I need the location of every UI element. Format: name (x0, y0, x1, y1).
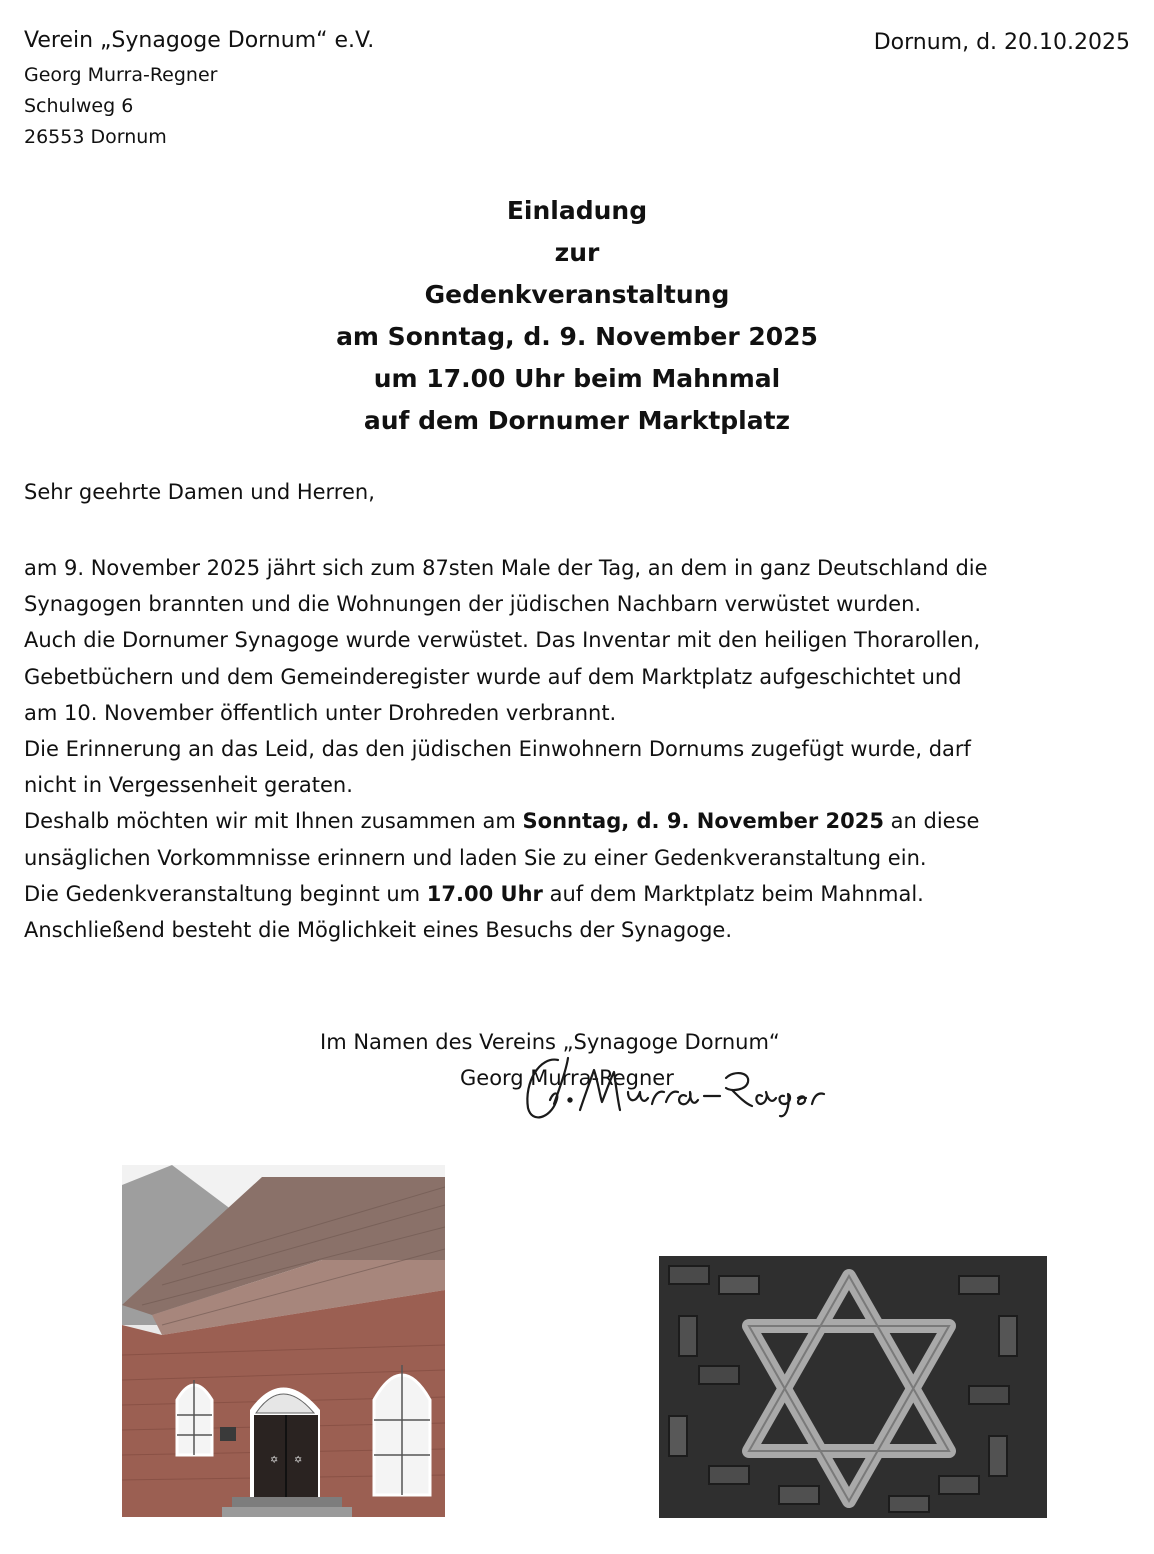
synagogue-building-image (122, 1165, 445, 1517)
event-date-bold: Sonntag, d. 9. November 2025 (522, 809, 884, 834)
sender-street: Schulweg 6 (24, 95, 134, 117)
body-line: Auch die Dornumer Synagoge wurde verwüstet. Das Inventar mit den heiligen Thorarollen, (24, 628, 981, 653)
synagogue-photo (122, 1165, 445, 1517)
event-time-bold: 17.00 Uhr (426, 881, 543, 906)
handwritten-signature (510, 1052, 830, 1136)
memorial-star-photo (659, 1256, 1047, 1518)
svg-text:✡: ✡ (270, 1455, 279, 1466)
title-line: um 17.00 Uhr beim Mahnmal (373, 364, 781, 393)
star-of-david-pavement-image (659, 1256, 1047, 1518)
invitation-title (0, 190, 1154, 442)
svg-text:✡: ✡ (294, 1455, 303, 1466)
title-line: Gedenkveranstaltung (424, 280, 730, 309)
closing-name: Georg Murra-Regner (460, 1066, 674, 1090)
body-line: Die Erinnerung an das Leid, das den jüdischen Einwohnern Dornums zugefügt wurde, darf (24, 737, 971, 762)
body-text: an diese (883, 809, 980, 834)
sender-city: 26553 Dornum (24, 126, 167, 148)
body-line: unsäglichen Vorkommnisse erinnern und laden Sie zu einer Gedenkveranstaltung ein. (24, 845, 927, 870)
sender-block (24, 30, 374, 159)
sender-name: Georg Murra-Regner (24, 64, 218, 86)
body-line: Gebetbüchern und dem Gemeinderegister wurde auf dem Marktplatz aufgeschichtet und (24, 664, 962, 689)
body-line: Anschließend besteht die Möglichkeit eines Besuchs der Synagoge. (24, 918, 732, 943)
salutation: Sehr geehrte Damen und Herren, (24, 480, 375, 504)
body-line (24, 803, 1134, 839)
body-text: Deshalb möchten wir mit Ihnen zusammen am (24, 809, 523, 834)
closing-line: Im Namen des Vereins „Synagoge Dornum“ (320, 1030, 780, 1054)
body-line: am 10. November öffentlich unter Drohreden verbrannt. (24, 700, 617, 725)
letter-date: Dornum, d. 20.10.2025 (873, 30, 1130, 55)
sender-organization: Verein „Synagoge Dornum“ e.V. (24, 28, 375, 53)
title-line: Einladung (506, 196, 648, 225)
title-line: am Sonntag, d. 9. November 2025 (336, 322, 818, 351)
title-line: auf dem Dornumer Marktplatz (363, 406, 791, 435)
title-line: zur (554, 238, 600, 267)
body-text: Die Gedenkveranstaltung beginnt um (24, 881, 427, 906)
signature-drawing (510, 1052, 830, 1132)
letter-body (24, 550, 1134, 948)
body-line (24, 876, 1134, 912)
body-line: am 9. November 2025 jährt sich zum 87sten Male der Tag, an dem in ganz Deutschland die (24, 556, 988, 580)
body-text: auf dem Marktplatz beim Mahnmal. (542, 881, 924, 906)
body-line: nicht in Vergessenheit geraten. (24, 773, 353, 798)
body-line: Synagogen brannten und die Wohnungen der jüdischen Nachbarn verwüstet wurden. (24, 592, 922, 617)
